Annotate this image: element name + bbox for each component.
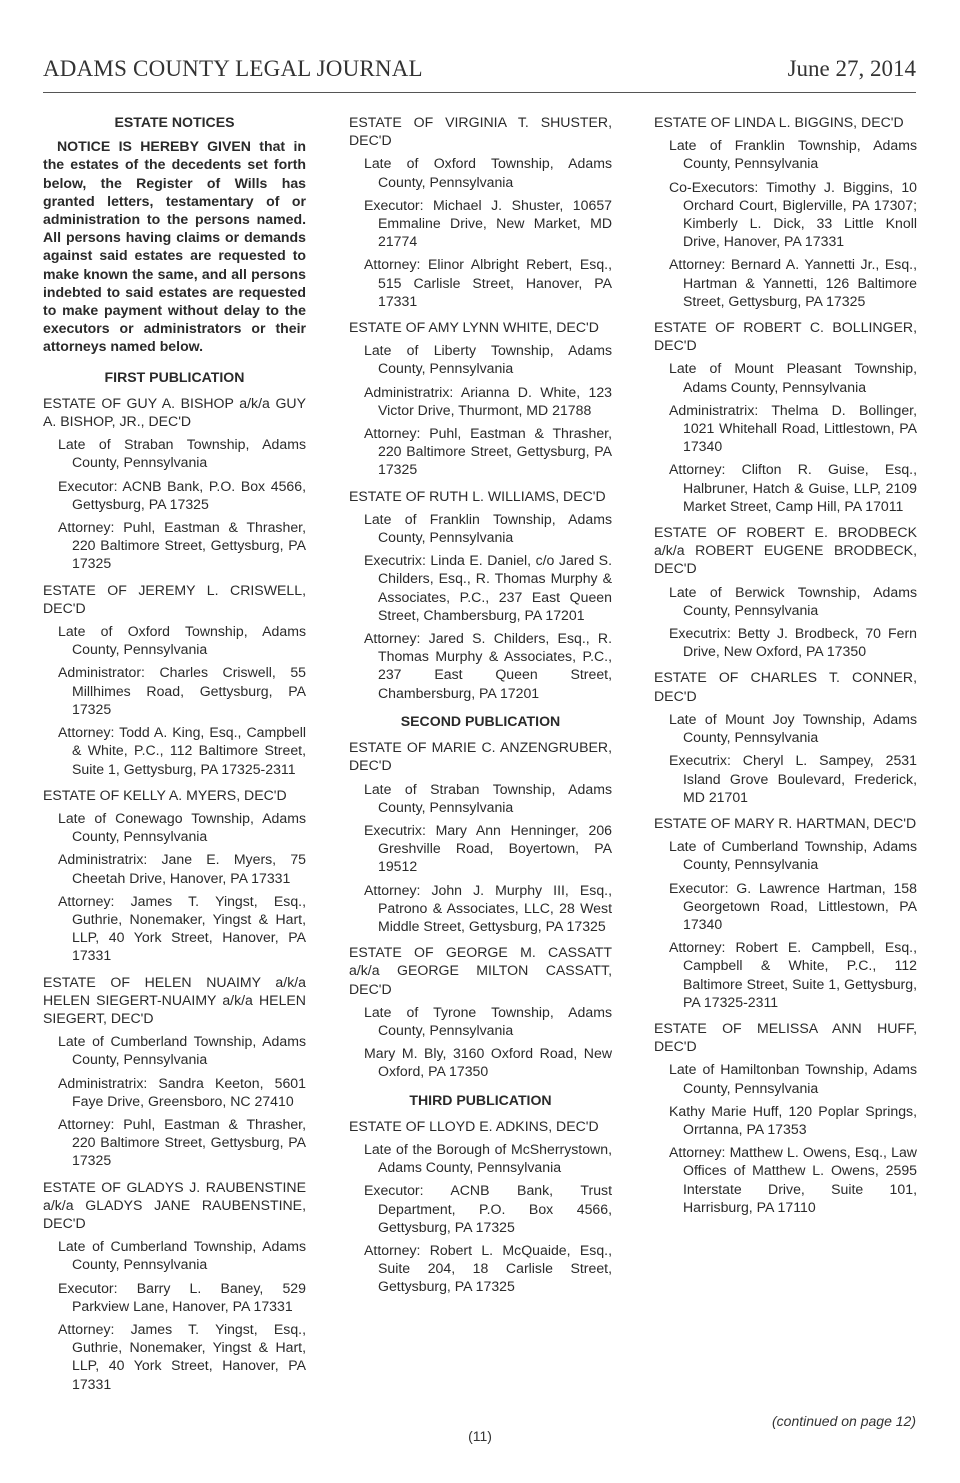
estate-detail: Late of Cumberland Township, Adams County, Pennsylvania: [58, 1238, 306, 1273]
estate-notice: [654, 814, 917, 1011]
notice-lead: NOTICE IS HEREBY GIVEN: [57, 138, 251, 155]
estate-detail: Attorney: Puhl, Eastman & Thrasher, 220 Baltimore Street, Gettysburg, PA 17325: [58, 519, 306, 572]
estate-name: ESTATE OF CHARLES T. CONNER, DEC'D: [654, 669, 917, 704]
estate-notice: [349, 1117, 612, 1296]
estate-name: ESTATE OF KELLY A. MYERS, DEC'D: [43, 786, 287, 803]
estate-detail: Attorney: Jared S. Childers, Esq., R. Thomas Murphy & Associates, P.C., 237 East Queen Street, Chambersburg, PA 17201: [364, 630, 612, 701]
estate-detail: Late of Oxford Township, Adams County, Pennsylvania: [364, 155, 612, 190]
estate-detail: Late of Franklin Township, Adams County, Pennsylvania: [364, 510, 612, 546]
estate-detail: Attorney: James T. Yingst, Esq., Guthrie, Nonemaker, Yingst & Hart, LLP, 40 York Street, Hanover, PA 17331: [58, 892, 306, 964]
estate-detail: Late of Cumberland Township, Adams County, Pennsylvania: [58, 1033, 306, 1068]
estate-name: ESTATE OF ROBERT C. BOLLINGER, DEC'D: [654, 319, 917, 354]
masthead: [43, 52, 916, 93]
estate-name: ESTATE OF LINDA L. BIGGINS, DEC'D: [654, 114, 904, 130]
estate-detail: Administratrix: Sandra Keeton, 5601 Faye Drive, Greensboro, NC 27410: [58, 1074, 306, 1109]
estate-detail: Late of Straban Township, Adams County, Pennsylvania: [364, 780, 612, 815]
estate-detail: Late of Tyrone Township, Adams County, Pennsylvania: [364, 1003, 612, 1038]
estate-notice: [349, 318, 612, 479]
estate-detail: Late of Conewago Township, Adams County, Pennsylvania: [58, 809, 306, 845]
estate-name: ESTATE OF MELISSA ANN HUFF, DEC'D: [654, 1019, 917, 1055]
estate-notice: [654, 1019, 917, 1216]
estate-name: ESTATE OF GUY A. BISHOP a/k/a GUY A. BISHOP, JR., DEC'D: [43, 394, 306, 430]
estate-notice: [654, 113, 917, 310]
estate-detail: Late of Franklin Township, Adams County, Pennsylvania: [669, 137, 917, 172]
estate-notice: [43, 1178, 306, 1393]
estate-detail: Attorney: Elinor Albright Rebert, Esq., 515 Carlisle Street, Hanover, PA 17331: [364, 256, 612, 309]
estate-detail: Late of Hamiltonban Township, Adams County, Pennsylvania: [669, 1061, 917, 1096]
page-number: (11): [468, 1428, 492, 1444]
column-3: [654, 113, 917, 1224]
estate-notice: [43, 581, 306, 778]
publication-title: ADAMS COUNTY LEGAL JOURNAL: [43, 56, 423, 81]
estate-detail: Attorney: Robert L. McQuaide, Esq., Suite 204, 18 Carlisle Street, Gettysburg, PA 17325: [364, 1241, 612, 1295]
column-2-entries: [349, 113, 612, 1296]
estate-detail: Administratrix: Thelma D. Bollinger, 1021 Whitehall Road, Littlestown, PA 17340: [669, 401, 917, 455]
notice-intro: [43, 137, 306, 355]
publication-heading: FIRST PUBLICATION: [104, 368, 245, 385]
estate-name: ESTATE OF MARY R. HARTMAN, DEC'D: [654, 814, 917, 831]
issue-date: June 27, 2014: [787, 56, 916, 81]
column-3-entries: [654, 113, 917, 1216]
estate-notice: [43, 786, 306, 965]
estate-detail: Executrix: Betty J. Brodbeck, 70 Fern Drive, New Oxford, PA 17350: [669, 625, 917, 660]
estate-detail: Attorney: James T. Yingst, Esq., Guthrie, Nonemaker, Yingst & Hart, LLP, 40 York Street, Hanover, PA 17331: [58, 1320, 306, 1392]
estate-notice: [654, 318, 917, 515]
estate-notice: [654, 668, 917, 805]
estate-name: ESTATE OF RUTH L. WILLIAMS, DEC'D: [349, 487, 606, 504]
estate-detail: Executor: G. Lawrence Hartman, 158 Georgetown Road, Littlestown, PA 17340: [669, 879, 917, 932]
estate-name: ESTATE OF HELEN NUAIMY a/k/a HELEN SIEGERT-NUAIMY a/k/a HELEN SIEGERT, DEC'D: [43, 973, 306, 1026]
estate-notice: [349, 487, 612, 702]
estate-name: ESTATE OF LLOYD E. ADKINS, DEC'D: [349, 1117, 599, 1134]
estate-detail: Kathy Marie Huff, 120 Poplar Springs, Orrtanna, PA 17353: [669, 1102, 917, 1137]
estate-name: ESTATE OF GLADYS J. RAUBENSTINE a/k/a GLADYS JANE RAUBENSTINE, DEC'D: [43, 1178, 306, 1231]
estate-detail: Executrix: Mary Ann Henninger, 206 Greshville Road, Boyertown, PA 19512: [364, 821, 612, 875]
estate-name: ESTATE OF JEREMY L. CRISWELL, DEC'D: [43, 581, 306, 616]
estate-detail: Late of Cumberland Township, Adams County, Pennsylvania: [669, 838, 917, 873]
estate-detail: Late of the Borough of McSherrystown, Adams County, Pennsylvania: [364, 1140, 612, 1176]
estate-name: ESTATE OF MARIE C. ANZENGRUBER, DEC'D: [349, 739, 612, 774]
publication-heading: SECOND PUBLICATION: [400, 712, 561, 729]
estate-detail: Attorney: Puhl, Eastman & Thrasher, 220 Baltimore Street, Gettysburg, PA 17325: [58, 1115, 306, 1169]
estate-detail: Attorney: Puhl, Eastman & Thrasher, 220 Baltimore Street, Gettysburg, PA 17325: [364, 425, 612, 478]
continued-note: (continued on page 12): [772, 1413, 916, 1429]
estate-detail: Co-Executors: Timothy J. Biggins, 10 Orchard Court, Biglerville, PA 17307; Kimberly L. Dick, 33 Little Knoll Drive, Hanover, PA 17331: [669, 178, 917, 250]
estate-detail: Late of Mount Pleasant Township, Adams County, Pennsylvania: [669, 360, 917, 395]
estate-detail: Attorney: John J. Murphy III, Esq., Patrono & Associates, LLC, 28 West Middle Street, Gettysburg, PA 17325: [364, 881, 612, 934]
estate-detail: Late of Oxford Township, Adams County, Pennsylvania: [58, 623, 306, 658]
estate-detail: Executrix: Linda E. Daniel, c/o Jared S. Childers, Esq., R. Thomas Murphy & Associates, P.C., 237 East Queen Street, Chambersburg, PA 17201: [364, 552, 612, 623]
estate-detail: Administratrix: Jane E. Myers, 75 Cheetah Drive, Hanover, PA 17331: [58, 851, 306, 886]
estate-detail: Late of Liberty Township, Adams County, Pennsylvania: [364, 342, 612, 377]
estate-detail: Administrator: Charles Criswell, 55 Millhimes Road, Gettysburg, PA 17325: [58, 664, 306, 717]
estate-detail: Mary M. Bly, 3160 Oxford Road, New Oxford, PA 17350: [364, 1045, 612, 1080]
estate-detail: Attorney: Clifton R. Guise, Esq., Halbruner, Hatch & Guise, LLP, 2109 Market Street, Camp Hill, PA 17011: [669, 461, 917, 514]
estate-notice: [43, 394, 306, 573]
notice-text: that in the estates of the decedents set forth below, the Register of Wills has granted letters, testamentary of or administration to the persons named. All persons having claims or demands against said estates are requested to make known the same, and all persons indebted to said estates are requested to make payment without delay to the executors or administrators or their attorneys named below.: [43, 138, 306, 355]
estate-name: ESTATE OF GEORGE M. CASSATT a/k/a GEORGE MILTON CASSATT, DEC'D: [349, 944, 612, 997]
estate-detail: Executor: Barry L. Baney, 529 Parkview Lane, Hanover, PA 17331: [58, 1279, 306, 1314]
estate-detail: Executrix: Cheryl L. Sampey, 2531 Island Grove Boulevard, Frederick, MD 21701: [669, 752, 917, 805]
estate-detail: Attorney: Todd A. King, Esq., Campbell & White, P.C., 112 Baltimore Street, Suite 1, Gettysburg, PA 17325-2311: [58, 724, 306, 777]
estate-notice: [43, 973, 306, 1170]
column-1: [43, 113, 306, 1401]
section-title: ESTATE NOTICES: [114, 114, 235, 130]
estate-notice: [654, 523, 917, 660]
estate-notice: [349, 943, 612, 1080]
estate-notice: [349, 113, 612, 310]
estate-name: ESTATE OF AMY LYNN WHITE, DEC'D: [349, 319, 599, 336]
estate-name: ESTATE OF ROBERT E. BRODBECK a/k/a ROBERT EUGENE BRODBECK, DEC'D: [654, 524, 917, 577]
estate-detail: Late of Berwick Township, Adams County, Pennsylvania: [669, 583, 917, 618]
estate-detail: Administratrix: Arianna D. White, 123 Victor Drive, Thurmont, MD 21788: [364, 383, 612, 418]
column-2: [349, 113, 612, 1304]
estate-name: ESTATE OF VIRGINIA T. SHUSTER, DEC'D: [349, 114, 612, 149]
estate-detail: Attorney: Robert E. Campbell, Esq., Campbell & White, P.C., 112 Baltimore Street, Suite 1, Gettysburg, PA 17325-2311: [669, 939, 917, 1010]
estate-detail: Executor: Michael J. Shuster, 10657 Emmaline Drive, New Market, MD 21774: [364, 196, 612, 250]
estate-detail: Late of Straban Township, Adams County, Pennsylvania: [58, 436, 306, 471]
estate-detail: Executor: ACNB Bank, Trust Department, P.O. Box 4566, Gettysburg, PA 17325: [364, 1182, 612, 1235]
column-1-entries: [43, 368, 306, 1393]
estate-detail: Attorney: Matthew L. Owens, Esq., Law Offices of Matthew L. Owens, 2595 Interstate Drive, Suite 101, Harrisburg, PA 17110: [669, 1144, 917, 1215]
estate-detail: Late of Mount Joy Township, Adams County, Pennsylvania: [669, 710, 917, 746]
estate-notice: [349, 738, 612, 935]
estate-detail: Executor: ACNB Bank, P.O. Box 4566, Gettysburg, PA 17325: [58, 477, 306, 512]
publication-heading: THIRD PUBLICATION: [409, 1091, 552, 1108]
estate-detail: Attorney: Bernard A. Yannetti Jr., Esq., Hartman & Yannetti, 126 Baltimore Street, Gettysburg, PA 17325: [669, 256, 917, 309]
